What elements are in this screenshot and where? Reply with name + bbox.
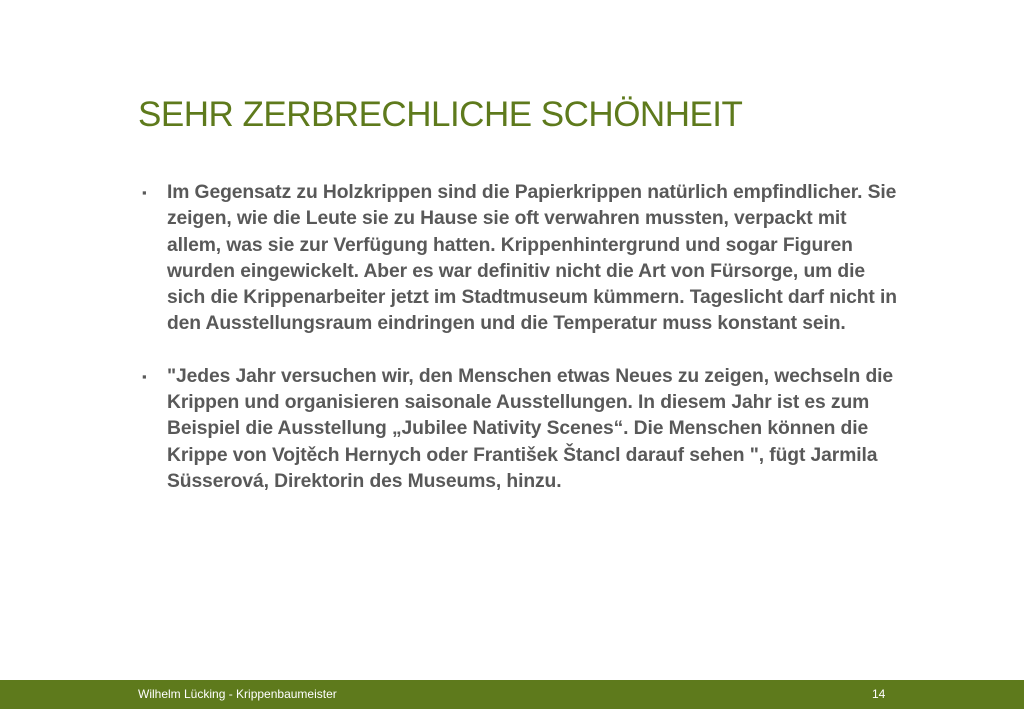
bullet-text-2: "Jedes Jahr versuchen wir, den Menschen etwas Neues zu zeigen, wechseln die Krippen und organisieren saisonale Ausstellungen. In diesem Jahr ist es zum Beispiel die Ausstellung „Jubilee Nativity Scenes“. Die Menschen können die Krippe von Vojtěch Hernych oder František Štancl darauf sehen ", fügt Jarmila Süsserová, Direktorin des Museums, hinzu. — [167, 365, 894, 492]
bullet-item-1 — [140, 180, 900, 338]
slide-title: SEHR ZERBRECHLICHE SCHÖNHEIT — [138, 95, 743, 134]
bullet-text-1: Im Gegensatz zu Holzkrippen sind die Papierkrippen natürlich empfindlicher. Sie zeigen, wie die Leute sie zu Hause sie oft verwahren mussten, verpackt mit allem, was sie zur Verfügung hatten. Krippenhintergrund und sogar Figuren wurden eingewickelt. Aber es war definitiv nicht die Art von Fürsorge, um die sich die Krippenarbeiter jetzt im Stadtmuseum kümmern. Tageslicht darf nicht in den Ausstellungsraum eindringen und die Temperatur muss konstant sein. — [167, 182, 897, 335]
footer-text: Wilhelm Lücking - Krippenbaumeister — [138, 687, 337, 701]
bullet-item-2 — [140, 364, 900, 495]
slide-number: 14 — [872, 687, 886, 701]
bullet-marker-icon: ▪ — [142, 185, 147, 200]
footer-bar — [0, 680, 1024, 709]
bullet-list — [140, 180, 900, 521]
bullet-marker-icon: ▪ — [142, 368, 147, 384]
